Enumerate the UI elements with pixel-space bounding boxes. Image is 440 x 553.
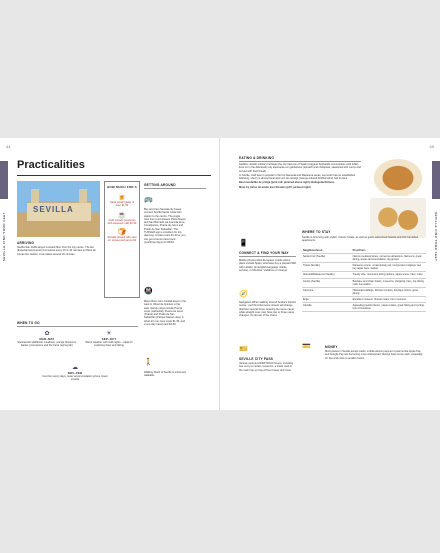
table-cell: Excellent museum, Roman relics; hot in summer. (352, 296, 426, 302)
title-rule (17, 175, 211, 176)
flower-icon: ✿ (44, 331, 50, 337)
stay-heading: WHERE TO STAY (302, 230, 331, 234)
sun-icon: ☀ (106, 331, 112, 337)
table-row (302, 287, 426, 296)
station-photo (17, 181, 100, 237)
side-label: SEVILLE FIND YOUR FEET (434, 212, 438, 262)
page-number: 45 (429, 144, 434, 149)
navigation-text: Navigation When walking around Seville's historic centre, you'll find that some streets will change direction several times, keeping the same name, while straight ones may have two or three name changes. It's all part of the charm. (239, 301, 297, 318)
metro-icon: 🚇 (144, 288, 153, 295)
table-cell: Triana (Seville) (302, 263, 352, 272)
table-cell: Appealing pueblo blanco, casas rurales, great hiking and cycling, bus connections. (352, 304, 425, 311)
money-icon: 💳 (302, 343, 311, 350)
left-page (0, 138, 220, 410)
how-much-box (104, 181, 140, 298)
table-cell: Boutique and chain hotels, museums, shopping, bars, top dining, main bus station. (352, 279, 425, 286)
toast-icon: 🍞 (117, 229, 127, 237)
bus-text: Bus and tram Several city buses connect Sevilla Santa Justa train station to the centre. The single tram line runs between Plaza Nueva and San Bernado via Avenida de la Constitución, Puerta de Jerez and Prado de San Sebastián. The TUSSAM app is excellent for trip planning. A ticket costs €1.40 or you can get a tourist travel card (one/three days) for €5/10. (144, 208, 186, 244)
eating-paragraph: Seville's Jewish culinary heritage (the city had one of Spain's biggest Sephardic communities until 1492) lives on in the deliciously oily espinacas con garbanzos (spinach and chickpeas, seasoned with cumin and served with fried bread). (239, 163, 361, 173)
page-number: 44 (6, 144, 11, 149)
how-much-heading: HOW MUCH FOR A (106, 185, 138, 189)
table-cell: Cazalla (302, 303, 352, 312)
season-spring (17, 330, 77, 348)
table-row (302, 278, 426, 287)
stay-intro: Seville is brimming with stylish, historic hotels, as well as good, well-priced hostels and chic furnished apartments. (302, 236, 419, 243)
cloud-icon: ☁ (72, 365, 78, 371)
season-text: Warm weather with mild nights – ideal for exploring cities and hiking (85, 341, 133, 348)
table-cell: Carmona (302, 287, 352, 296)
eating-paragraph: In Seville, craft beer is popular in the hip Alameda and Macarena areas; vermouth has an established following; sherry is almost local and vino de naranja (orange-infused fortified wine) has its fans. (239, 173, 356, 181)
season-label: SEP–OCT (101, 337, 117, 341)
table-row (302, 263, 426, 272)
when-to-go-rule (17, 326, 138, 327)
compass-icon: 🧭 (239, 291, 248, 298)
connect-text: Mobile phones Most European mobile phone plans include Spain; otherwise buy a prepaid SIM with Lebaler (an English-language mobile service), or Movistar, Vodafone or Orange. (239, 259, 296, 272)
arriving-heading: ARRIVING (17, 241, 35, 245)
table-cell: Santa Cruz (Seville) (302, 254, 352, 263)
table-row (302, 254, 426, 263)
table-row (302, 303, 426, 312)
table-header: Pros/Cons (352, 248, 426, 254)
sandwich-photo (370, 156, 426, 196)
eating-rule (239, 161, 361, 162)
season-label: NOV–FEB (67, 371, 83, 375)
season-autumn (80, 330, 138, 348)
season-text: Spectacular wildflower meadows, orange blossoms. Easter processions and the Feria (spring fair) (17, 341, 77, 348)
season-winter (40, 364, 110, 382)
getting-around-heading: GETTING AROUND (144, 183, 176, 187)
photo-sign: SEVILLA (33, 205, 74, 214)
building-illustration (27, 201, 91, 221)
table-cell: Alameda/Macarena (Seville) (302, 272, 352, 278)
walk-icon: 🚶 (144, 359, 153, 366)
getting-around-rule (144, 188, 206, 189)
table-cell: Historical buildings, Roman remains; boutique hotels, good dining. (352, 287, 426, 296)
side-label: SEVILLE FIND YOUR FEET (2, 212, 6, 262)
book-spread (0, 138, 440, 410)
bus-icon: 🚌 (144, 196, 153, 203)
tower-left (31, 189, 39, 203)
table-cell: Centre (Seville) (302, 278, 352, 287)
connect-heading: CONNECT & FIND YOUR WAY (239, 251, 289, 255)
price-beer: Caña (small glass) of beer €1.50 (109, 201, 135, 208)
table-cell: Écija (302, 296, 352, 302)
section-tab (0, 161, 8, 199)
tower-right (79, 189, 87, 203)
money-heading: MONEY (325, 345, 338, 349)
page-title: Practicalities (17, 159, 85, 171)
eating-paragraph: Best montadito de pringá (pork roll; pictured above right): Bodeguita Romero (239, 181, 335, 185)
walk-text: Walking Much of Seville is extremely walkable. (144, 371, 186, 378)
beer-icon: 🍺 (117, 194, 127, 201)
table-cell: Flamenco scene, contemporary art, inexpensive lodgings; few key tapas bars, market. (352, 263, 426, 272)
table-cell: Trendy vibe, numerous dining options, tapas scene, bars; noisy. (352, 272, 426, 278)
stay-table (302, 248, 426, 312)
card-icon: 🎫 (239, 346, 248, 353)
connect-rule (239, 256, 296, 257)
coffee-icon: ☕ (117, 211, 127, 219)
table-header: Neighbourhood (302, 248, 352, 254)
eating-heading: EATING & DRINKING (239, 156, 275, 160)
table-cell: Narrow medieval lanes, numerous attractions, flamenco, great dining, ample accommodation; big groups. (352, 254, 426, 263)
tortas-photo (370, 198, 426, 238)
season-label: MAR–MAY (39, 337, 55, 341)
when-to-go-heading: WHEN TO GO (17, 321, 40, 325)
right-page (220, 138, 440, 410)
eating-paragraph: Must-try tortas de aceite Ines Rosales (p70; pictured right) (239, 185, 311, 189)
pass-heading: SEVILLE CITY PASS (239, 357, 274, 361)
price-coffee: Café cortado (espresso with steamed milk) €1.50 (107, 218, 137, 225)
section-tab (432, 161, 440, 199)
pass-text: Various options (24/48/72/100 hours), including free entry to certain museums, a travel card or the main hop-on hop-off tour buses and more. (239, 362, 294, 372)
eating-text (239, 163, 363, 189)
season-text: Cool but sunny days, lower accommodation prices, fewer crowds (42, 375, 108, 382)
arriving-text: Sevilla San Pablo airport Located 9km from the city centre. The EA (Especial Aeropuerto) bus leaves every 15 to 30 minutes to Plaza de Armas bus station. A taxi takes around 20 minutes. (17, 246, 96, 256)
phone-icon: 📱 (239, 240, 248, 247)
money-text: Most places in Seville accept cards; mobile-device payment systems like Apple Pay and Google Pay are becoming more widespread. Always have some cash, especially for tips and costs to smaller towns. (325, 350, 423, 360)
price-toast: Tostada (bread) with olive oil, tomato and jamón €4 (107, 236, 137, 243)
metro-text: Metro Runs from Ciudad Expo in the west to Olivar de Quintos in the east. Handy stops include Puerta Jerez (cathedral), Puerta de Jerez (Triana) and Prado de San Sebastián (Parque María Luisa). A ticket for one zone costs €1.35, and a one-day travel card €4.50. (144, 300, 186, 327)
